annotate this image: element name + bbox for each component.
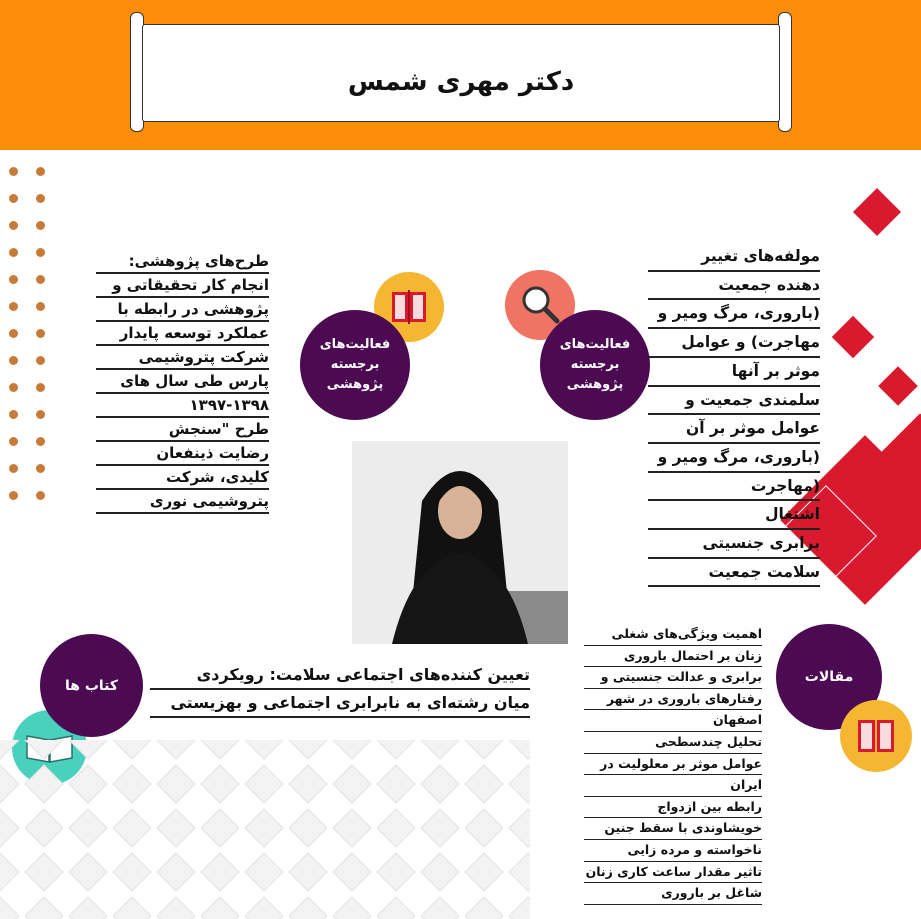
lattice-diamond	[465, 765, 503, 803]
book-icon	[840, 700, 912, 772]
articles-text	[584, 624, 762, 905]
dot	[9, 356, 18, 365]
research-line: (مهاجرت	[648, 473, 820, 502]
dot	[36, 383, 45, 392]
research-badge-left: فعالیت‌های برجسته پژوهشی	[300, 310, 410, 420]
dot	[36, 410, 45, 419]
research-line: طرح‌های پژوهشی:	[96, 250, 269, 274]
dot	[9, 410, 18, 419]
article-line: تاثیر مقدار ساعت کاری زنان	[584, 862, 762, 884]
lattice-diamond	[0, 765, 19, 803]
book-line: تعیین کننده‌های اجتماعی سلامت: رویکردی	[150, 662, 530, 690]
lattice-diamond	[245, 765, 283, 803]
article-line: ایران	[584, 775, 762, 797]
research-line: شرکت پتروشیمی	[96, 346, 269, 370]
dot	[9, 329, 18, 338]
lattice-diamond	[69, 740, 107, 759]
research-line: برابری جنسیتی	[648, 530, 820, 559]
research-line: دهنده جمعیت	[648, 272, 820, 301]
lattice-diamond	[245, 853, 283, 891]
lattice-diamond	[377, 740, 415, 759]
lattice-diamond	[113, 809, 151, 847]
lattice-diamond	[0, 809, 19, 847]
lattice-diamond	[201, 853, 239, 891]
lattice-diamond	[157, 853, 195, 891]
lattice-diamond	[113, 853, 151, 891]
lattice-diamond	[509, 809, 530, 847]
lattice-diamond	[69, 897, 107, 919]
lattice-diamond	[377, 765, 415, 803]
article-line: ناخواسته و مرده زایی	[584, 840, 762, 862]
article-line: رفتارهای باروری در شهر	[584, 689, 762, 711]
lattice-diamond	[509, 765, 530, 803]
lattice-diamond	[25, 853, 63, 891]
dot	[36, 356, 45, 365]
article-line: شاغل بر باروری	[584, 883, 762, 905]
lattice-diamond	[333, 765, 371, 803]
dot	[36, 464, 45, 473]
lattice-diamond	[509, 740, 530, 759]
research-line: عملکرد توسعه پایدار	[96, 322, 269, 346]
lattice-diamond	[245, 809, 283, 847]
lattice-diamond	[245, 897, 283, 919]
dot	[9, 491, 18, 500]
dot	[9, 302, 18, 311]
book-line: میان رشته‌ای به نابرابری اجتماعی و بهزیستی	[150, 690, 530, 718]
diamond-decoration	[878, 366, 918, 406]
dot	[36, 221, 45, 230]
lattice-diamond	[25, 765, 63, 803]
lattice-diamond	[25, 740, 63, 759]
lattice-diamond	[377, 897, 415, 919]
dot	[9, 167, 18, 176]
lattice-diamond	[157, 809, 195, 847]
research-text-left	[96, 250, 269, 514]
lattice-diamond	[25, 897, 63, 919]
lattice-diamond	[0, 853, 19, 891]
research-badge-right: فعالیت‌های برجسته پژوهشی	[540, 310, 650, 420]
research-line: انجام کار تحقیقاتی و	[96, 274, 269, 298]
lattice-diamond	[201, 740, 239, 759]
lattice-diamond	[201, 809, 239, 847]
research-line: طرح "سنجش	[96, 418, 269, 442]
page-title: دکتر مهری شمس	[347, 67, 575, 97]
dot	[36, 302, 45, 311]
dot	[9, 464, 18, 473]
lattice-diamond	[333, 897, 371, 919]
dot	[36, 194, 45, 203]
dot	[9, 383, 18, 392]
lattice-diamond	[69, 809, 107, 847]
title-scroll	[130, 16, 792, 124]
article-line: اهمیت ویژگی‌های شغلی	[584, 624, 762, 646]
research-line: (باروری، مرگ ومیر و	[648, 444, 820, 473]
lattice-diamond	[465, 740, 503, 759]
lattice-diamond	[157, 740, 195, 759]
research-line: موثر بر آنها	[648, 358, 820, 387]
lattice-diamond	[69, 765, 107, 803]
research-line: پژوهشی در رابطه با	[96, 298, 269, 322]
dot	[36, 248, 45, 257]
lattice-diamond	[113, 897, 151, 919]
lattice-diamond	[333, 740, 371, 759]
lattice-diamond	[113, 765, 151, 803]
article-line: خویشاوندی با سقط جنین	[584, 818, 762, 840]
book-icon-circle	[840, 700, 912, 772]
lattice-diamond	[333, 809, 371, 847]
dot	[9, 248, 18, 257]
dot	[36, 275, 45, 284]
lattice-diamond	[289, 740, 327, 759]
research-line: سلامت جمعیت	[648, 559, 820, 588]
lattice-diamond	[245, 740, 283, 759]
lattice-diamond	[0, 740, 19, 759]
lattice-diamond	[421, 853, 459, 891]
dot	[36, 437, 45, 446]
books-text	[150, 662, 530, 718]
lattice-diamond	[509, 853, 530, 891]
profile-photo	[352, 441, 568, 644]
research-line: (باروری، مرگ ومیر و	[648, 300, 820, 329]
lattice-diamond	[113, 740, 151, 759]
research-line: پارس طی سال های	[96, 370, 269, 394]
dot	[9, 437, 18, 446]
books-badge: کتاب ها	[40, 634, 143, 737]
dot	[9, 194, 18, 203]
lattice-diamond	[465, 809, 503, 847]
article-line: عوامل موثر بر معلولیت در	[584, 754, 762, 776]
articles-badge: مقالات	[776, 624, 882, 730]
lattice-diamond	[157, 897, 195, 919]
lattice-diamond	[377, 809, 415, 847]
diamond-decoration	[853, 188, 901, 236]
dot	[9, 275, 18, 284]
research-line: سلمندی جمعیت و	[648, 387, 820, 416]
lattice-diamond	[465, 853, 503, 891]
lattice-pattern-decoration	[0, 740, 530, 919]
lattice-diamond	[465, 897, 503, 919]
research-text-right	[648, 243, 820, 587]
lattice-diamond	[333, 853, 371, 891]
research-line: کلیدی، شرکت	[96, 466, 269, 490]
dot	[36, 329, 45, 338]
research-line: رضایت ذینفعان	[96, 442, 269, 466]
diamond-decoration	[832, 316, 874, 358]
article-line: اصفهان	[584, 710, 762, 732]
article-line: زنان بر احتمال باروری	[584, 646, 762, 668]
dot	[9, 221, 18, 230]
lattice-diamond	[289, 853, 327, 891]
lattice-diamond	[157, 765, 195, 803]
lattice-diamond	[289, 897, 327, 919]
lattice-diamond	[0, 897, 19, 919]
lattice-diamond	[421, 740, 459, 759]
research-line: ۱۳۹۷-۱۳۹۸	[96, 394, 269, 418]
lattice-diamond	[69, 853, 107, 891]
lattice-diamond	[25, 809, 63, 847]
lattice-diamond	[289, 765, 327, 803]
research-line: مولفه‌های تغییر	[648, 243, 820, 272]
lattice-diamond	[509, 897, 530, 919]
research-line: مهاجرت) و عوامل	[648, 329, 820, 358]
article-line: برابری و عدالت جنسیتی و	[584, 667, 762, 689]
lattice-diamond	[421, 765, 459, 803]
article-line: رابطه بین ازدواج	[584, 797, 762, 819]
article-line: تحلیل چندسطحی	[584, 732, 762, 754]
dot	[36, 167, 45, 176]
research-line: اشتغال	[648, 501, 820, 530]
research-line: پتروشیمی نوری	[96, 490, 269, 514]
dot	[36, 491, 45, 500]
lattice-diamond	[377, 853, 415, 891]
lattice-diamond	[201, 765, 239, 803]
research-line: عوامل موثر بر آن	[648, 415, 820, 444]
lattice-diamond	[421, 809, 459, 847]
lattice-diamond	[421, 897, 459, 919]
lattice-diamond	[289, 809, 327, 847]
lattice-diamond	[201, 897, 239, 919]
